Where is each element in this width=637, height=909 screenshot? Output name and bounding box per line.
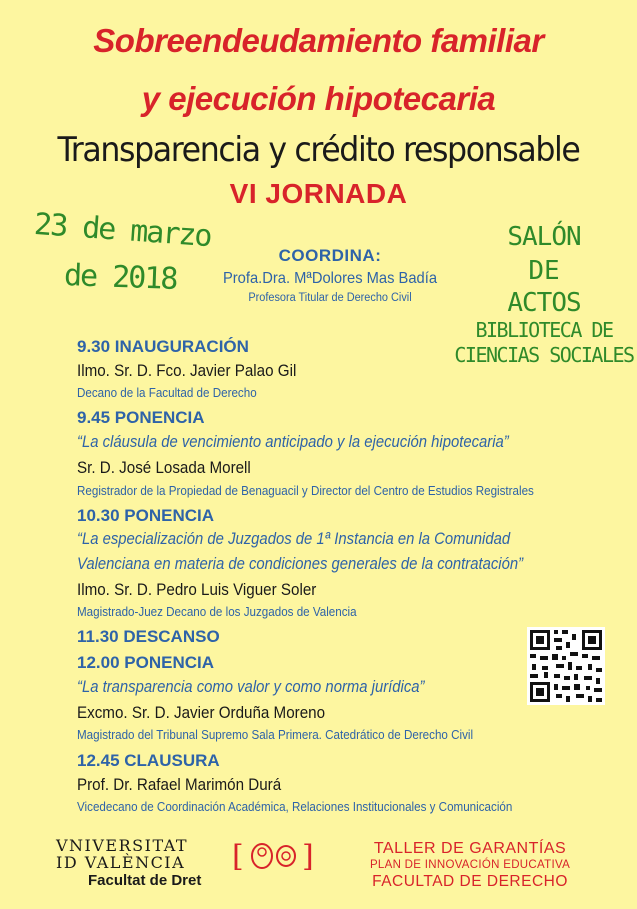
program-talk-title: “La cláusula de vencimiento anticipado y la ejecución hipotecaria”: [77, 433, 509, 451]
program-time: 12.45 CLAUSURA: [77, 751, 220, 770]
qr-code[interactable]: [527, 627, 605, 705]
program-talk-title-line-2: Valenciana en materia de condiciones generales de la contratación”: [77, 555, 524, 573]
venue-line-1: SALÓN: [507, 222, 581, 252]
faculty-name: Facultat de Dret: [88, 872, 202, 889]
date-line-1: 23 de marzo: [32, 206, 212, 255]
university-seal-icon: [232, 838, 312, 874]
program-time: 10.30 PONENCIA: [77, 506, 214, 525]
program-speaker: Prof. Dr. Rafael Marimón Durá: [77, 776, 282, 794]
taller-faculty: FACULTAD DE DERECHO: [372, 873, 568, 890]
svg-text:[: [: [232, 839, 244, 874]
qr-code-graphic: [527, 627, 605, 705]
program-role: Magistrado-Juez Decano de los Juzgados de Valencia: [77, 605, 357, 619]
program-speaker: Sr. D. José Losada Morell: [77, 459, 251, 477]
program-role: Vicedecano de Coordinación Académica, Relaciones Institucionales y Comunicación: [77, 800, 513, 814]
coordination-label: COORDINA:: [278, 246, 382, 265]
program-speaker: Ilmo. Sr. D. Fco. Javier Palao Gil: [77, 362, 297, 380]
svg-text:]: ]: [302, 839, 314, 874]
program-talk-title-line-1: “La especialización de Juzgados de 1ª Instancia en la Comunidad: [77, 530, 511, 548]
venue-line-2: DE: [528, 256, 560, 286]
taller-title: TALLER DE GARANTÍAS: [373, 840, 567, 857]
venue-line-4: BIBLIOTECA DE: [475, 318, 613, 342]
program-speaker: Ilmo. Sr. D. Pedro Luis Viguer Soler: [77, 581, 317, 599]
title-line-2: y ejecución hipotecaria: [141, 80, 496, 117]
taller-subtitle: PLAN DE INNOVACIÓN EDUCATIVA: [369, 859, 571, 871]
program-time: 9.45 PONENCIA: [77, 408, 205, 427]
program-time: 12.00 PONENCIA: [77, 653, 214, 672]
university-name-line-2: ID VALÈNCIA: [56, 853, 186, 872]
subtitle: Transparencia y crédito responsable: [57, 130, 580, 170]
program-speaker: Excmo. Sr. D. Javier Orduña Moreno: [77, 704, 326, 722]
title-line-1: Sobreendeudamiento familiar: [93, 22, 544, 59]
program-talk-title: “La transparencia como valor y como norma jurídica”: [77, 678, 425, 696]
program-role: Magistrado del Tribunal Supremo Sala Primera. Catedrático de Derecho Civil: [77, 728, 474, 742]
coordinator-position: Profesora Titular de Derecho Civil: [248, 292, 412, 304]
program-role: Registrador de la Propiedad de Benaguacil y Director del Centro de Estudios Registrales: [77, 484, 534, 498]
coordinator-name: Profa.Dra. MªDolores Mas Badía: [222, 270, 438, 287]
program-role: Decano de la Facultad de Derecho: [77, 386, 257, 400]
venue-line-5: CIENCIAS SOCIALES: [454, 343, 634, 367]
edition-label: VI JORNADA: [229, 178, 408, 209]
university-name-line-1: VNIVERSITAT: [56, 836, 189, 855]
program-time: 9.30 INAUGURACIÓN: [77, 337, 249, 356]
program-time: 11.30 DESCANSO: [77, 627, 220, 646]
date-line-2: de 2018: [63, 258, 178, 297]
venue-line-3: ACTOS: [507, 288, 581, 318]
